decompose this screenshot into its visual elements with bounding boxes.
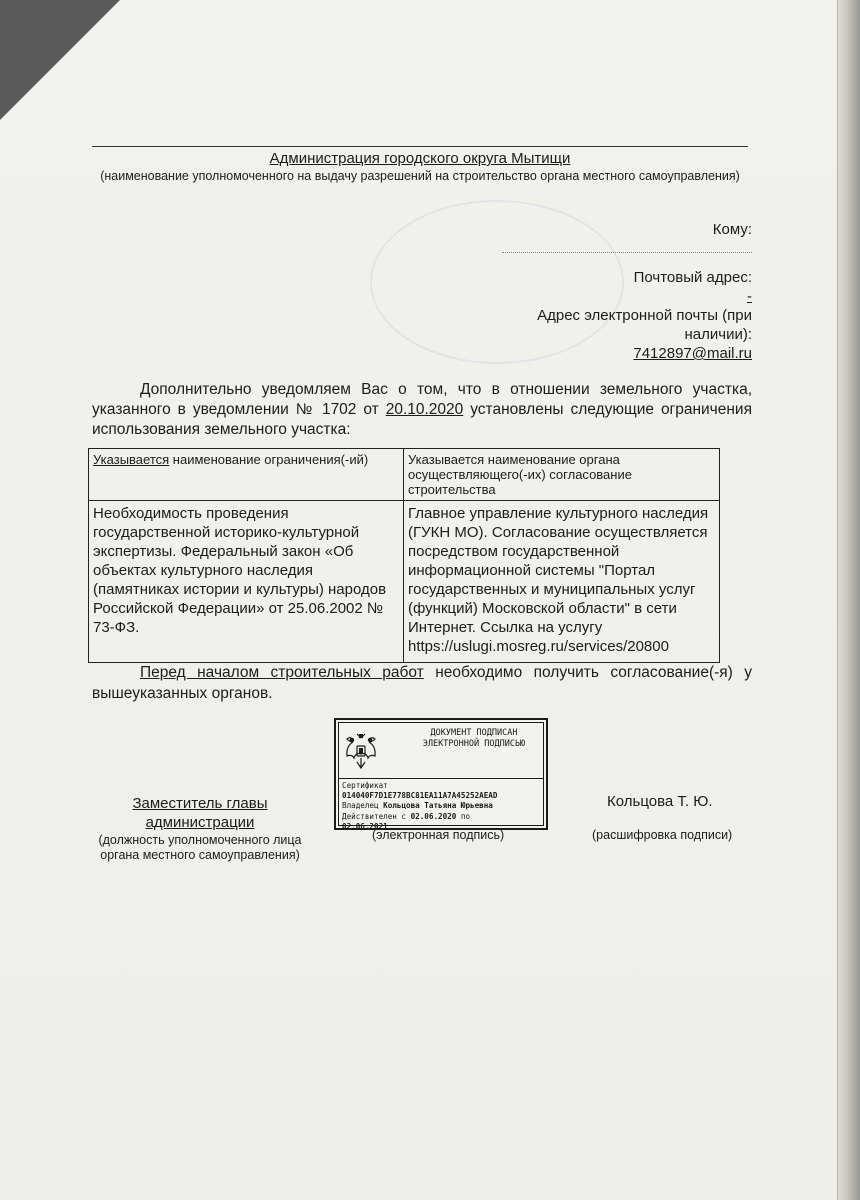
redacted-recipient (502, 240, 752, 253)
position-caption: (должность уполномоченного лица органа местного самоуправления) (98, 833, 302, 862)
postal-value: - (747, 288, 752, 305)
to-label: Кому: (712, 221, 752, 238)
folded-corner (0, 0, 120, 120)
scan-edge (838, 0, 860, 1200)
email-value: 7412897@mail.ru (633, 345, 752, 362)
russian-coat-of-arms-icon (344, 732, 378, 772)
notice-paragraph (92, 380, 752, 440)
esig-title: ДОКУМЕНТ ПОДПИСАН ЭЛЕКТРОННОЙ ПОДПИСЬЮ (422, 728, 526, 749)
table-header-row (89, 449, 720, 501)
organization-caption: (наименование уполномоченного на выдачу разрешений на строительство органа местного самоуправления) (100, 169, 740, 183)
header-rule (92, 146, 748, 147)
email-label: Адрес электронной почты (при наличии): (537, 307, 752, 343)
table-row (89, 501, 720, 663)
to-value (502, 239, 752, 258)
closing-rest: необходимо получить согласование(-я) у вышеуказанных органов. (92, 664, 752, 702)
organization-title: Администрация городского округа Мытищи (269, 150, 571, 167)
electronic-signature-stamp (334, 718, 548, 830)
closing-paragraph (92, 662, 752, 704)
signatory-position-block (88, 794, 312, 863)
postal-label: Почтовый адрес: (633, 269, 752, 286)
closing-underlined: Перед началом строительных работ (140, 664, 424, 681)
cell-authority: Главное управление культурного наследия (ГУКН МО). Согласование осуществляется посредством государственной информационной системы "Портал государственных и муниципальных услуг (функций) Московской области" в сети Интернет. Ссылка на услугу https://uslugi.mosreg.ru/services/20800 (404, 501, 720, 663)
esig-details: Сертификат 014040F7D1E778BC81EA11A7A45252AEAD Владелец Кольцова Татьяна Юрьевна Действителен с 02.06.2020 по 02.06.2021 (342, 781, 498, 831)
restrictions-table (88, 448, 720, 663)
paragraph-start: Дополнительно уведомляем Вас о том, что в отношении земельного участка, указанного в уведомлении № 1702 от (92, 381, 752, 418)
signatory-name: Кольцова Т. Ю. (607, 793, 713, 810)
header-authority: Указывается наименование органа осуществляющего(-их) согласование строительства (404, 449, 720, 501)
esig-caption: (электронная подпись) (372, 828, 505, 842)
paragraph-end: установлены следующие ограничения использования земельного участка: (92, 401, 752, 438)
recipient-block (502, 220, 752, 363)
name-caption: (расшифровка подписи) (592, 828, 733, 842)
cell-restriction: Необходимость проведения государственной историко-культурной экспертизы. Федеральный закон «Об объектах культурного наследия (памятниках истории и культуры) народов Российской Федерации» от 25.06.2002 № 73-ФЗ. (89, 501, 404, 663)
notice-date: 20.10.2020 (385, 401, 464, 418)
header-restriction: Указывается наименование ограничения(-ий) (89, 449, 404, 501)
signatory-position: Заместитель главы администрации (132, 795, 268, 831)
